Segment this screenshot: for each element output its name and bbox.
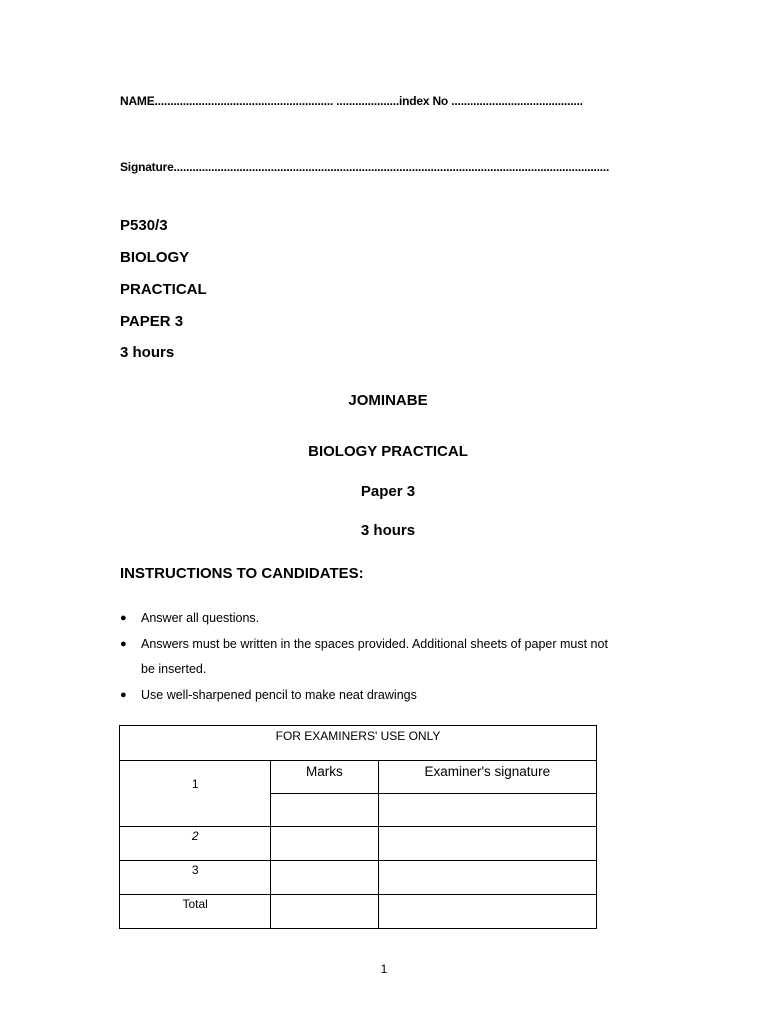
bullet-icon: ● bbox=[120, 612, 127, 624]
exam-duration: 3 hours bbox=[360, 522, 416, 539]
marks-header: Marks bbox=[271, 761, 378, 794]
question-cell: 2 bbox=[120, 827, 271, 861]
marks-cell[interactable] bbox=[271, 794, 378, 827]
signature-cell[interactable] bbox=[378, 794, 596, 827]
list-item bbox=[120, 683, 620, 708]
question-cell: 1 bbox=[120, 761, 271, 827]
exam-paper: Paper 3 bbox=[360, 483, 416, 500]
signature-cell[interactable] bbox=[378, 861, 596, 895]
signature-cell[interactable] bbox=[378, 895, 596, 929]
signature-cell[interactable] bbox=[378, 827, 596, 861]
examiners-table bbox=[119, 725, 597, 929]
instructions-heading: INSTRUCTIONS TO CANDIDATES: bbox=[120, 565, 364, 582]
duration: 3 hours bbox=[120, 344, 175, 361]
paper-code: P530/3 bbox=[120, 217, 168, 234]
total-cell: Total bbox=[120, 895, 271, 929]
list-item bbox=[120, 632, 620, 682]
paper-number: PAPER 3 bbox=[120, 313, 184, 330]
page-number: 1 bbox=[380, 962, 388, 976]
name-index-line: NAME......................................................... ....................index No .......................................... bbox=[120, 94, 583, 108]
instruction-text: Use well-sharpened pencil to make neat drawings bbox=[141, 688, 417, 702]
signature-line: Signature........................................................................................................................................... bbox=[120, 160, 610, 174]
instruction-text: Answer all questions. bbox=[141, 611, 260, 625]
marks-cell[interactable] bbox=[271, 827, 378, 861]
table-heading: FOR EXAMINERS' USE ONLY bbox=[120, 726, 597, 761]
bullet-icon: ● bbox=[120, 689, 127, 701]
exam-title: BIOLOGY PRACTICAL bbox=[308, 443, 468, 460]
org-title: JOMINABE bbox=[348, 392, 428, 409]
instruction-text: Answers must be written in the spaces provided. Additional sheets of paper must not be inserted. bbox=[141, 637, 608, 676]
marks-cell[interactable] bbox=[271, 861, 378, 895]
marks-cell[interactable] bbox=[271, 895, 378, 929]
signature-header: Examiner's signature bbox=[378, 761, 596, 794]
instructions-list bbox=[120, 606, 620, 709]
question-cell: 3 bbox=[120, 861, 271, 895]
list-item bbox=[120, 606, 620, 631]
subject: BIOLOGY bbox=[120, 249, 190, 266]
bullet-icon: ● bbox=[120, 638, 127, 650]
paper-type: PRACTICAL bbox=[120, 281, 207, 298]
